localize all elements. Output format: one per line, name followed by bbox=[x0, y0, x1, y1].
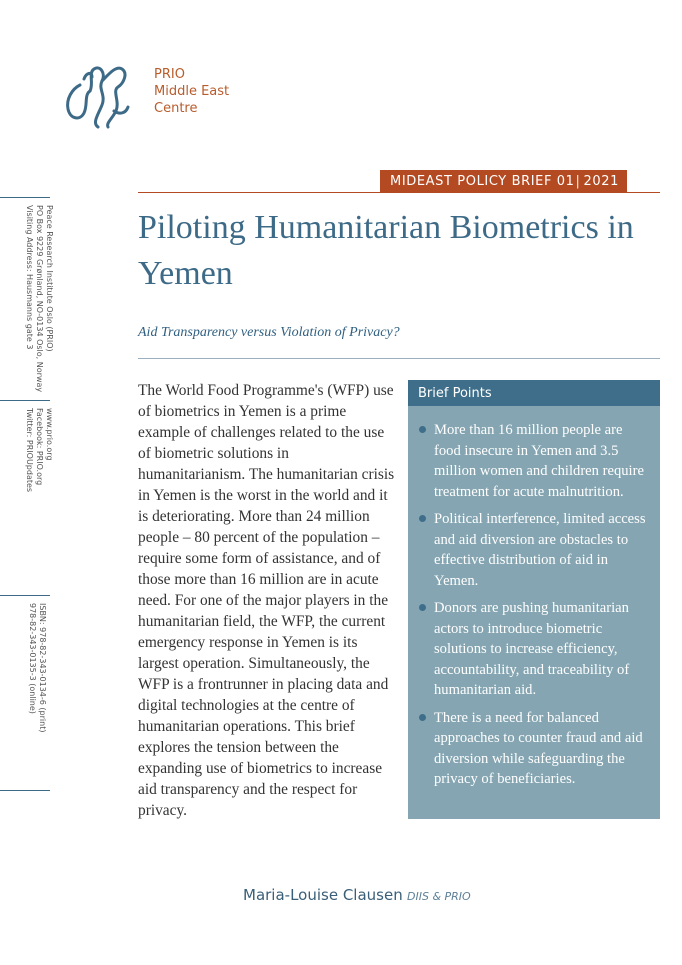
title-divider bbox=[138, 358, 660, 359]
series-separator: | bbox=[575, 173, 581, 189]
brief-point: There is a need for balanced approaches to counter fraud and aid diversion while safeguarding the privacy of beneficiaries. bbox=[434, 708, 650, 790]
sidebar-web-line[interactable]: Twitter: PRIOUpdates bbox=[25, 408, 34, 493]
brief-point: Donors are pushing humanitarian actors to introduce biometric solutions to increase efficiency, accountability, and traceability of humanitarian aid. bbox=[434, 598, 650, 701]
brief-points-box bbox=[408, 380, 660, 819]
sidebar-web-line[interactable]: Facebook: PRIO.org bbox=[35, 408, 44, 486]
author-name: Maria-Louise Clausen bbox=[243, 886, 403, 904]
page-subtitle: Aid Transparency versus Violation of Privacy? bbox=[138, 325, 400, 340]
sidebar-isbn bbox=[27, 603, 47, 732]
org-line-2: Middle East bbox=[154, 84, 230, 99]
series-badge bbox=[380, 170, 627, 192]
brief-point: More than 16 million people are food insecure in Yemen and 3.5 million women and children require treatment for acute malnutrition. bbox=[434, 420, 650, 502]
sidebar-web bbox=[24, 408, 54, 492]
brief-point: Political interference, limited access and aid diversion are obstacles to effective distribution of aid in Yemen. bbox=[434, 509, 650, 591]
org-line-1: PRIO bbox=[154, 67, 185, 82]
sidebar-address-line: PO Box 9229 Grønland, NO-0134 Oslo, Norway bbox=[35, 205, 44, 393]
sidebar-address-line: Peace Research Institute Oslo (PRIO) bbox=[45, 205, 54, 352]
author-affiliation: DIIS & PRIO bbox=[407, 890, 471, 903]
org-name bbox=[154, 66, 229, 117]
sidebar-rule-2 bbox=[0, 400, 50, 401]
sidebar-rule-4 bbox=[0, 790, 50, 791]
series-rule bbox=[138, 192, 660, 193]
sidebar-rule-1 bbox=[0, 197, 50, 198]
sidebar-rule-3 bbox=[0, 595, 50, 596]
sidebar-isbn-line: 978-82-343-0135-3 (online) bbox=[28, 603, 37, 714]
sidebar-web-line[interactable]: www.prio.org bbox=[45, 408, 54, 461]
prio-logo-icon bbox=[62, 55, 132, 130]
org-line-3: Centre bbox=[154, 101, 198, 116]
abstract-text: The World Food Programme's (WFP) use of biometrics in Yemen is a prime example of challenges related to the use of biometric solutions in humanitarianism. The humanitarian crisis in Yemen is the worst in the world and it is deteriorating. More than 24 million people – 80 percent of the population – require some form of assistance, and of those more than 16 million are in acute need. For one of the major players in the humanitarian field, the WFP, the current emergency response in Yemen is its largest operation. Simultaneously, the WFP is a frontrunner in placing data and digital technologies at the centre of humanitarian operations. This brief explores the tension between the expanding use of biometrics to increase aid transparency and the respect for privacy. bbox=[138, 382, 395, 819]
series-label: MIDEAST POLICY BRIEF 01 bbox=[390, 173, 575, 189]
sidebar-address-line: Visiting Address: Hausmanns gate 3 bbox=[25, 205, 34, 350]
brief-points-list bbox=[408, 406, 660, 790]
series-year: 2021 bbox=[583, 173, 619, 189]
sidebar-isbn-line: ISBN: 978-82-343-0134-6 (print) bbox=[38, 603, 47, 733]
brief-points-heading: Brief Points bbox=[408, 380, 660, 406]
page-title: Piloting Humanitarian Biometrics in Yemen bbox=[138, 209, 634, 292]
sidebar-address bbox=[24, 205, 54, 392]
